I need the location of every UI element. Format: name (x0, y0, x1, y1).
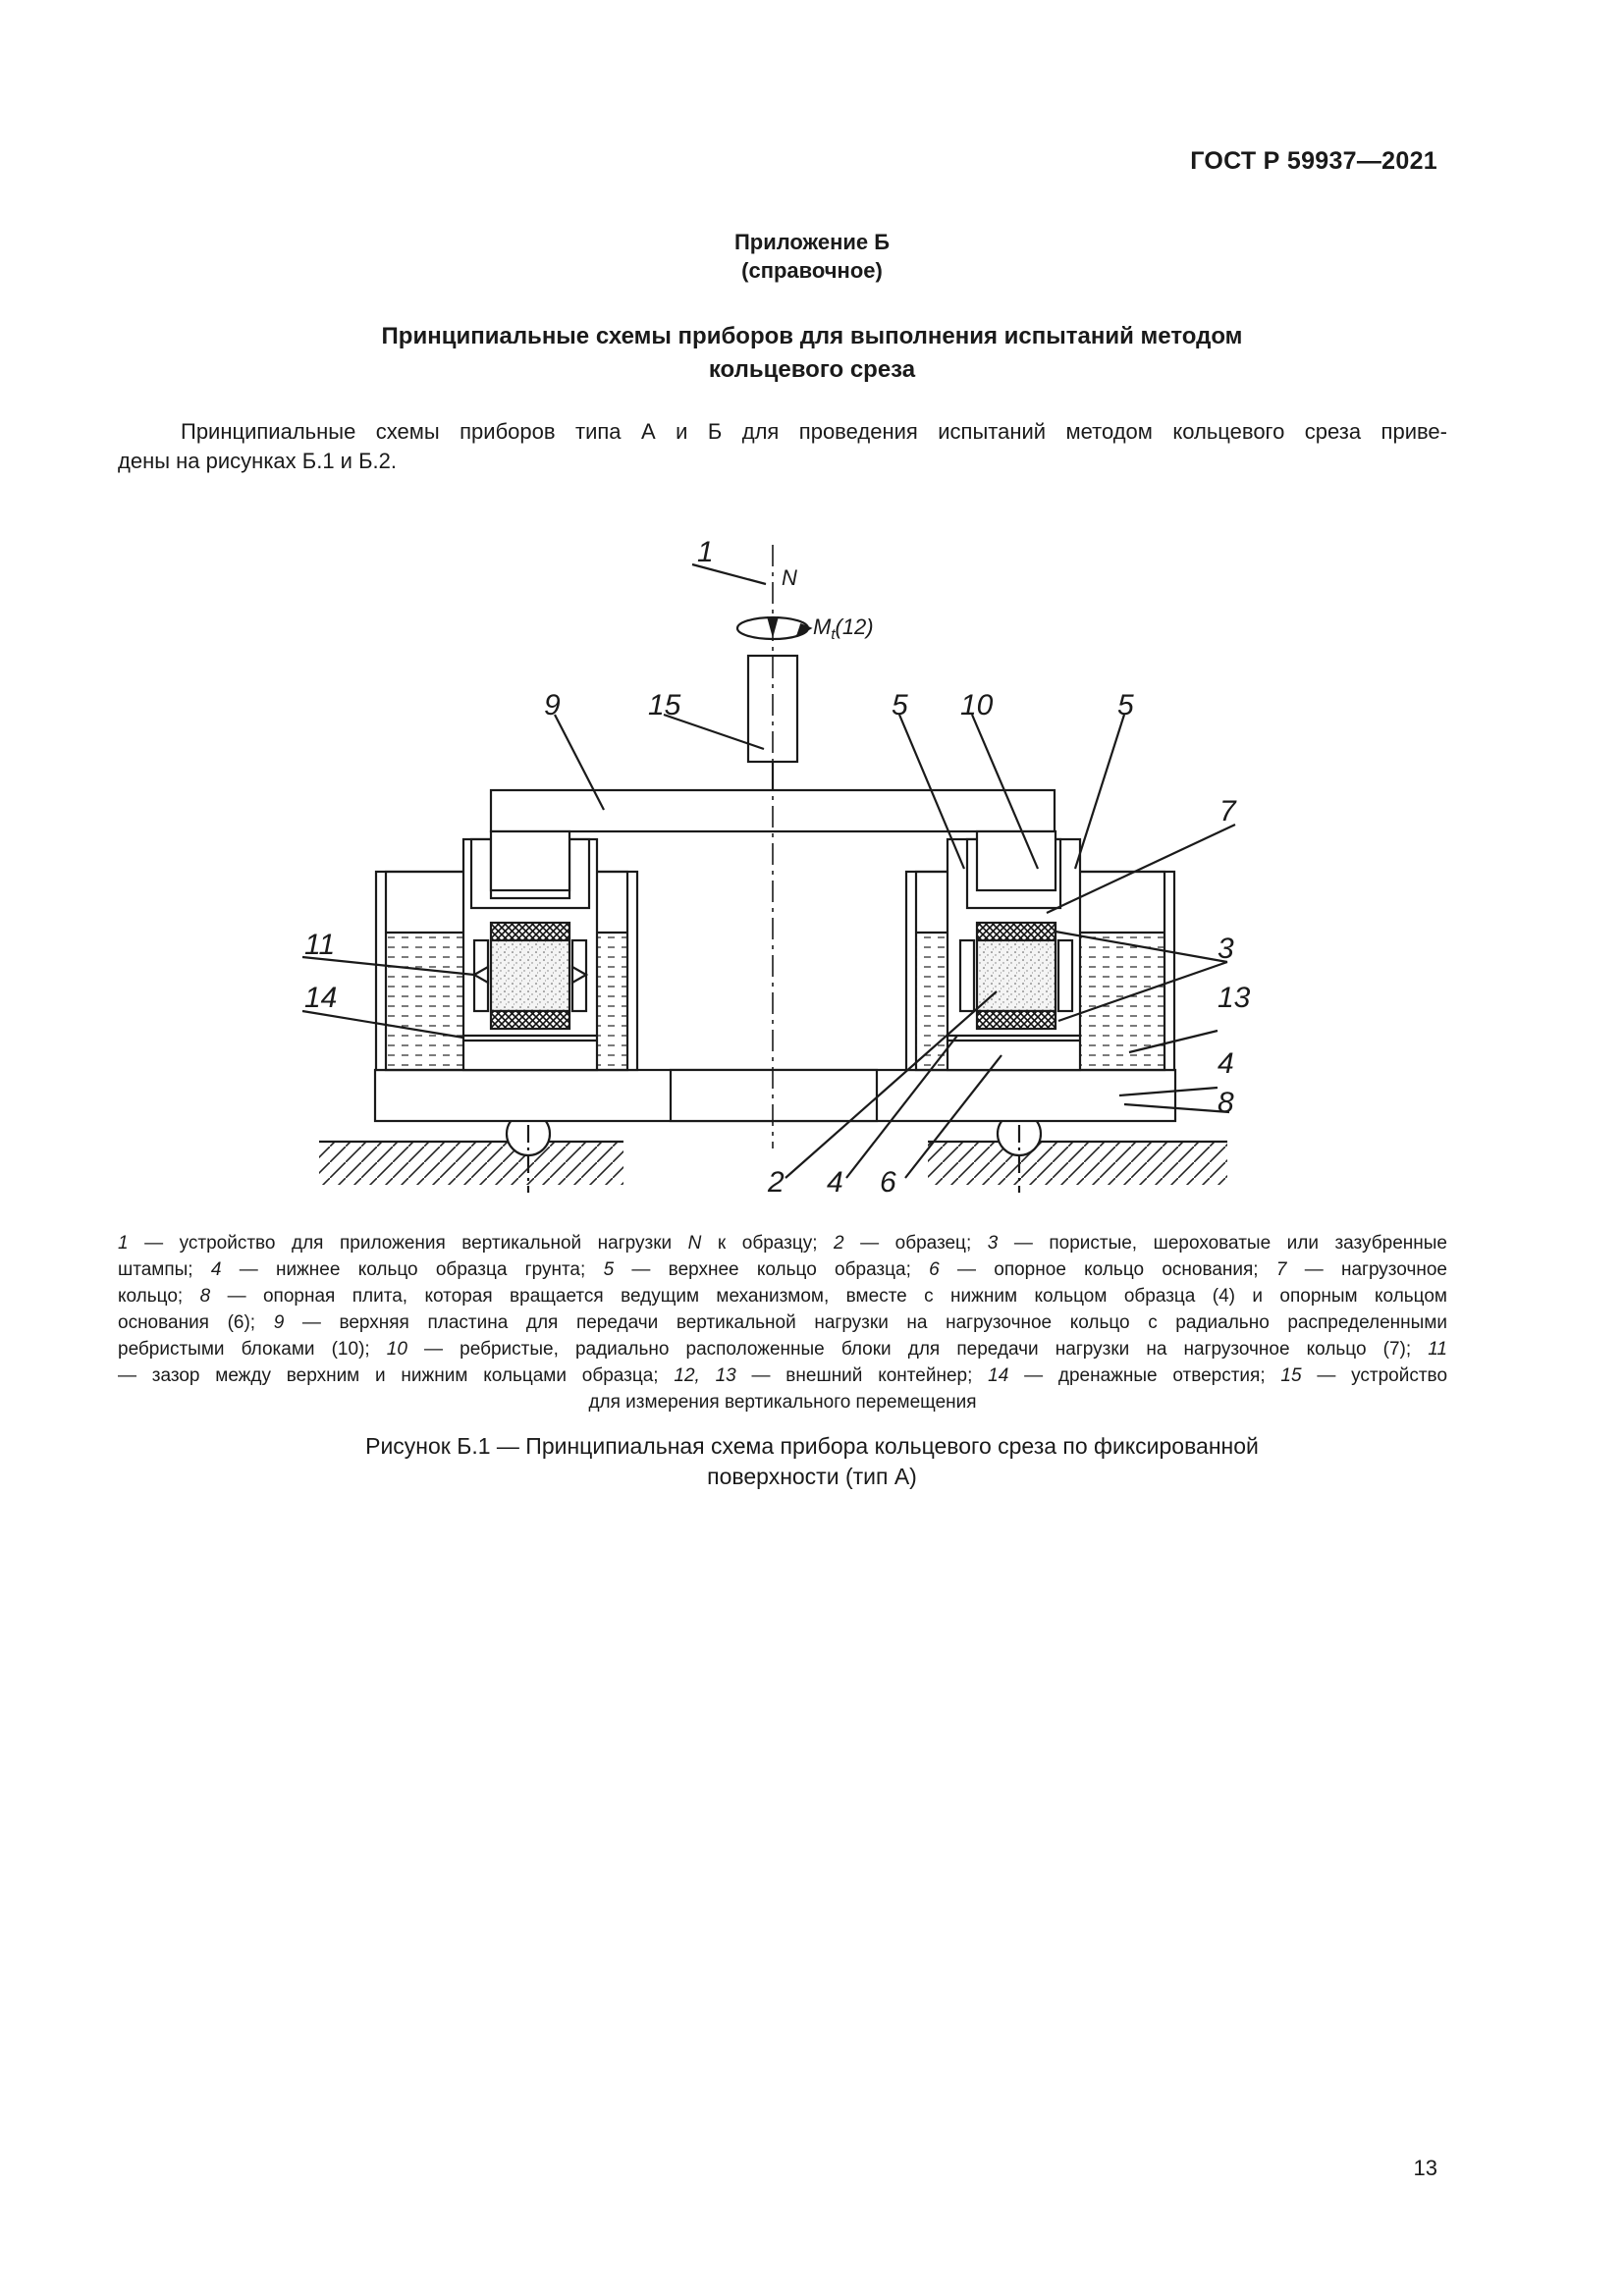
label-6: 6 (880, 1166, 896, 1199)
legend-text: — нижнее кольцо образца грунта; (221, 1259, 604, 1280)
legend-line-6 (118, 1362, 1447, 1389)
appendix-heading (0, 228, 1624, 285)
section-title (0, 320, 1624, 387)
section-title-line2: кольцевого среза (708, 356, 916, 383)
legend-ref: 6 (929, 1259, 940, 1280)
legend-ref: 8 (199, 1286, 211, 1307)
legend-text: для измерения вертикального перемещения (588, 1392, 977, 1413)
label-5-left: 5 (892, 689, 908, 721)
legend-line-2 (118, 1256, 1447, 1283)
legend-text: — верхнее кольцо образца; (614, 1259, 930, 1280)
legend-line-1 (118, 1230, 1447, 1256)
legend-text: — дренажные отверстия; (1008, 1365, 1281, 1386)
legend-text: — верхняя пластина для передачи вертикальной нагрузки на нагрузочное кольцо с радиально распределенными (284, 1312, 1447, 1333)
legend-ref: 7 (1275, 1259, 1287, 1280)
legend-ref: 2 (834, 1233, 844, 1254)
legend-line-5 (118, 1336, 1447, 1362)
label-13: 13 (1218, 982, 1251, 1014)
legend-ref: 1 (118, 1233, 129, 1254)
legend-ref: 5 (603, 1259, 615, 1280)
caption-line2: поверхности (тип А) (707, 1464, 917, 1489)
legend-text: ребристыми блоками (10); (118, 1339, 387, 1360)
intro-paragraph (118, 417, 1447, 476)
appendix-subtitle: (справочное) (741, 258, 883, 283)
legend-ref: 10 (386, 1339, 407, 1360)
label-N: N (782, 565, 797, 590)
label-10: 10 (960, 689, 994, 721)
legend-line-7 (118, 1389, 1447, 1415)
label-11: 11 (304, 929, 336, 961)
legend-line-3 (118, 1283, 1447, 1309)
standard-code: ГОСТ Р 59937—2021 (1190, 147, 1437, 175)
legend-ref: 4 (210, 1259, 222, 1280)
legend-ref: 12, 13 (674, 1365, 736, 1386)
legend-text: — пористые, шероховатые или зазубренные (998, 1233, 1447, 1254)
legend-text: — нагрузочное (1286, 1259, 1447, 1280)
legend-text: — опорное кольцо основания; (939, 1259, 1276, 1280)
label-1: 1 (697, 536, 714, 568)
page-number: 13 (1413, 2156, 1437, 2180)
label-4-bottom: 4 (827, 1166, 843, 1199)
legend-text: — внешний контейнер; (735, 1365, 989, 1386)
label-9: 9 (544, 689, 561, 721)
label-15: 15 (648, 689, 681, 721)
legend-text: — ребристые, радиально расположенные блоки для передачи нагрузки на нагрузочное кольцо (7); (406, 1339, 1429, 1360)
label-14: 14 (304, 982, 338, 1014)
legend-ref: 3 (987, 1233, 999, 1254)
legend-ref: 15 (1280, 1365, 1302, 1386)
label-3: 3 (1218, 933, 1234, 965)
ring-shear-device-diagram (295, 520, 1257, 1207)
appendix-title: Приложение Б (733, 230, 891, 254)
legend-text: — зазор между верхним и нижним кольцами образца; (118, 1365, 675, 1386)
legend-text: кольцо; (118, 1286, 200, 1307)
legend-ref: 9 (273, 1312, 285, 1333)
legend-text: — образец; (843, 1233, 988, 1254)
label-4-right: 4 (1218, 1047, 1234, 1080)
figure-legend (118, 1230, 1447, 1415)
legend-text: основания (6); (118, 1312, 274, 1333)
legend-text: к образцу; (701, 1233, 835, 1254)
label-7: 7 (1219, 795, 1236, 828)
ground-hatch-left (319, 1142, 623, 1185)
label-8: 8 (1218, 1087, 1234, 1119)
legend-text: — устройство для приложения вертикальной нагрузки (128, 1233, 688, 1254)
label-5-right: 5 (1117, 689, 1134, 721)
legend-text: штампы; (118, 1259, 211, 1280)
ground-hatch-right (928, 1142, 1227, 1185)
legend-text: — устройство (1301, 1365, 1448, 1386)
label-2: 2 (768, 1166, 785, 1199)
legend-ref: 14 (988, 1365, 1009, 1386)
intro-line2: дены на рисунках Б.1 и Б.2. (118, 449, 397, 473)
caption-line1: Рисунок Б.1 — Принципиальная схема прибора кольцевого среза по фиксированной (365, 1433, 1259, 1459)
legend-text: — опорная плита, которая вращается ведущим механизмом, вместе с нижним кольцом образца (4) и опорным кольцом (210, 1286, 1447, 1307)
legend-ref: N (687, 1233, 702, 1254)
label-moment: $M_t(12)$ (813, 614, 874, 643)
legend-line-4 (118, 1309, 1447, 1336)
intro-line1: Принципиальные схемы приборов типа А и Б для проведения испытаний методом кольцевого среза приве- (181, 419, 1447, 444)
legend-ref: 11 (1428, 1339, 1447, 1360)
figure-caption (0, 1431, 1624, 1492)
section-title-line1: Принципиальные схемы приборов для выполнения испытаний методом (381, 323, 1243, 349)
